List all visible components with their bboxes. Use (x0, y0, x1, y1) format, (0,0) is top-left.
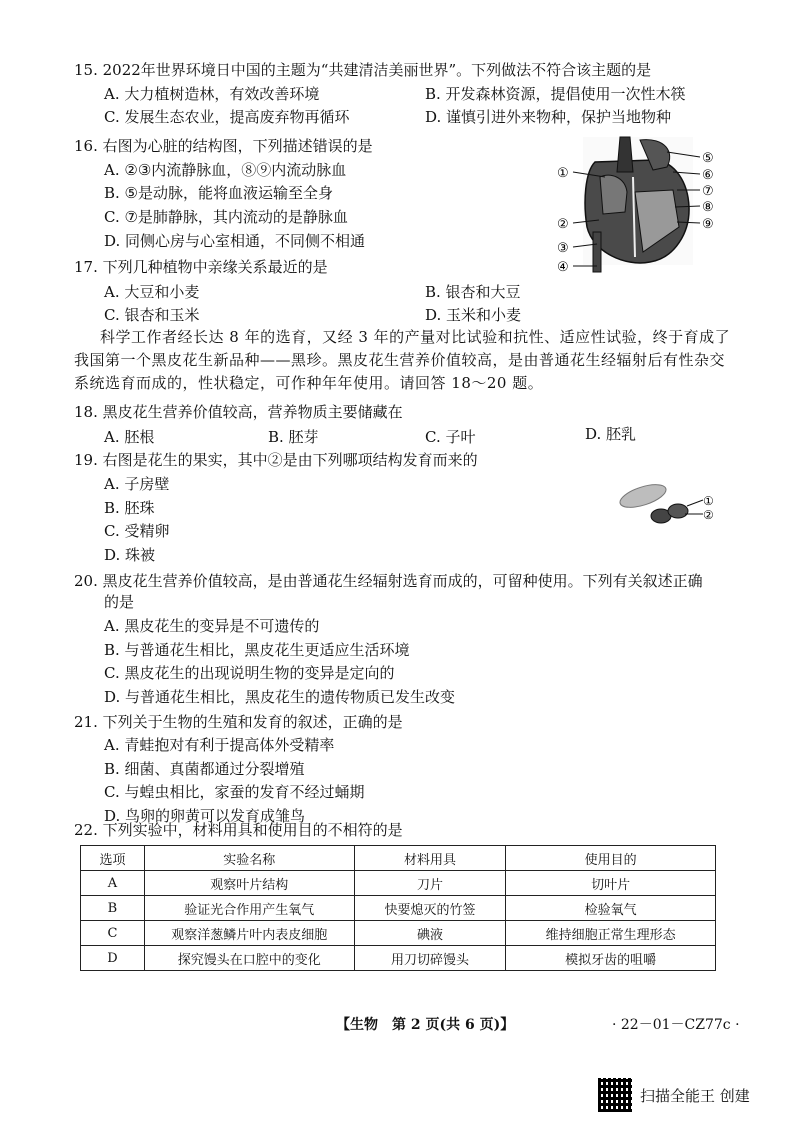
q18-option-c: C. 子叶 (425, 428, 476, 446)
q20-option-d: D. 与普通花生相比，黑皮花生的遗传物质已发生改变 (104, 688, 456, 706)
table-cell: A (81, 871, 145, 896)
heart-label-1: ① (557, 166, 569, 181)
q16-option-d: D. 同侧心房与心室相通，不同侧不相通 (104, 232, 366, 250)
q22-stem: 22. 下列实验中，材料用具和使用目的不相符的是 (74, 821, 403, 839)
table-cell: B (81, 896, 145, 921)
q16-option-a: A. ②③内流静脉血，⑧⑨内流动脉血 (104, 161, 347, 179)
footer-page-info: 【生物 第 2 页(共 6 页)】 (336, 1017, 515, 1033)
table-cell: 维持细胞正常生理形态 (506, 921, 716, 946)
table-cell: 观察洋葱鳞片叶内表皮细胞 (144, 921, 354, 946)
q19-option-a: A. 子房壁 (104, 475, 170, 493)
peanut-label-2: ② (703, 508, 714, 522)
heart-label-2: ② (557, 217, 569, 232)
footer-exam-code: · 22－01－CZ77c · (612, 1017, 740, 1033)
table-header-option: 选项 (81, 846, 145, 871)
q16-stem: 16. 右图为心脏的结构图，下列描述错误的是 (74, 137, 373, 155)
peanut-label-1: ① (703, 494, 714, 508)
heart-label-7: ⑦ (702, 184, 714, 199)
q18-option-b: B. 胚芽 (268, 428, 319, 446)
q20-option-c: C. 黑皮花生的出现说明生物的变异是定向的 (104, 664, 395, 682)
heart-label-5: ⑤ (702, 151, 714, 166)
q19-option-d: D. 珠被 (104, 546, 156, 564)
table-cell: 刀片 (354, 871, 506, 896)
peanut-diagram (615, 478, 725, 533)
table-cell: 碘液 (354, 921, 506, 946)
q16-option-b: B. ⑤是动脉，能将血液运输至全身 (104, 184, 334, 202)
q19-option-b: B. 胚珠 (104, 499, 155, 517)
q19-option-c: C. 受精卵 (104, 522, 170, 540)
table-row (81, 896, 716, 921)
q17-option-d: D. 玉米和小麦 (425, 306, 522, 324)
table-row (81, 946, 716, 971)
table-cell: 验证光合作用产生氧气 (144, 896, 354, 921)
experiment-table (80, 845, 716, 971)
q20-option-a: A. 黑皮花生的变异是不可遗传的 (104, 617, 320, 635)
reading-passage: 科学工作者经长达 8 年的选育，又经 3 年的产量对比试验和抗性、适应性试验，终于育成了我国第一个黑皮花生新品种——黑珍。黑皮花生营养价值较高，是由普通花生经辐射后有性杂交系统选育而成的，性状稳定，可作种年年使用。请回答 18～20 题。 (74, 328, 731, 392)
q19-stem: 19. 右图是花生的果实，其中②是由下列哪项结构发育而来的 (74, 451, 478, 469)
q17-option-b: B. 银杏和大豆 (425, 283, 521, 301)
table-cell: 用刀切碎馒头 (354, 946, 506, 971)
table-header-experiment: 实验名称 (144, 846, 354, 871)
table-cell: C (81, 921, 145, 946)
table-cell: D (81, 946, 145, 971)
table-row (81, 871, 716, 896)
heart-diagram (555, 132, 735, 277)
q18-option-d: D. 胚乳 (585, 425, 637, 443)
q15-stem: 15. 2022年世界环境日中国的主题为“共建清洁美丽世界”。下列做法不符合该主题的是 (74, 61, 652, 79)
table-cell: 探究馒头在口腔中的变化 (144, 946, 354, 971)
heart-label-3: ③ (557, 241, 569, 256)
q16-option-c: C. ⑦是肺静脉，其内流动的是静脉血 (104, 208, 348, 226)
q18-stem: 18. 黑皮花生营养价值较高，营养物质主要储藏在 (74, 403, 403, 421)
table-header-row (81, 846, 716, 871)
q21-option-a: A. 青蛙抱对有利于提高体外受精率 (104, 736, 335, 754)
table-cell: 模拟牙齿的咀嚼 (506, 946, 716, 971)
qr-code-icon (598, 1078, 632, 1112)
scanner-label: 扫描全能王 创建 (640, 1087, 750, 1105)
table-header-materials: 材料用具 (354, 846, 506, 871)
heart-label-9: ⑨ (702, 217, 714, 232)
q15-option-a: A. 大力植树造林，有效改善环境 (104, 85, 320, 103)
q21-option-c: C. 与蝗虫相比，家蚕的发育不经过蛹期 (104, 783, 365, 801)
table-cell: 快要熄灭的竹签 (354, 896, 506, 921)
q20-option-b: B. 与普通花生相比，黑皮花生更适应生活环境 (104, 641, 410, 659)
q15-option-d: D. 谨慎引进外来物种，保护当地物种 (425, 108, 672, 126)
q17-option-c: C. 银杏和玉米 (104, 306, 200, 324)
q17-option-a: A. 大豆和小麦 (104, 283, 200, 301)
q21-option-b: B. 细菌、真菌都通过分裂增殖 (104, 760, 305, 778)
heart-label-8: ⑧ (702, 200, 714, 215)
q21-option-d: D. 鸟卵的卵黄可以发育成雏鸟 (104, 807, 306, 825)
q17-stem: 17. 下列几种植物中亲缘关系最近的是 (74, 258, 328, 276)
q15-option-c: C. 发展生态农业，提高废弃物再循环 (104, 108, 350, 126)
table-row (81, 921, 716, 946)
q20-stem-line1: 20. 黑皮花生营养价值较高，是由普通花生经辐射选育而成的，可留种使用。下列有关叙述正确 (74, 572, 703, 590)
q15-option-b: B. 开发森林资源，提倡使用一次性木筷 (425, 85, 686, 103)
table-cell: 切叶片 (506, 871, 716, 896)
heart-label-4: ④ (557, 260, 569, 275)
q20-stem-line2: 的是 (104, 593, 135, 611)
scanner-watermark (598, 1078, 778, 1114)
table-header-purpose: 使用目的 (506, 846, 716, 871)
table-cell: 检验氧气 (506, 896, 716, 921)
table-cell: 观察叶片结构 (144, 871, 354, 896)
q18-option-a: A. 胚根 (104, 428, 155, 446)
q21-stem: 21. 下列关于生物的生殖和发育的叙述，正确的是 (74, 713, 403, 731)
heart-label-6: ⑥ (702, 168, 714, 183)
